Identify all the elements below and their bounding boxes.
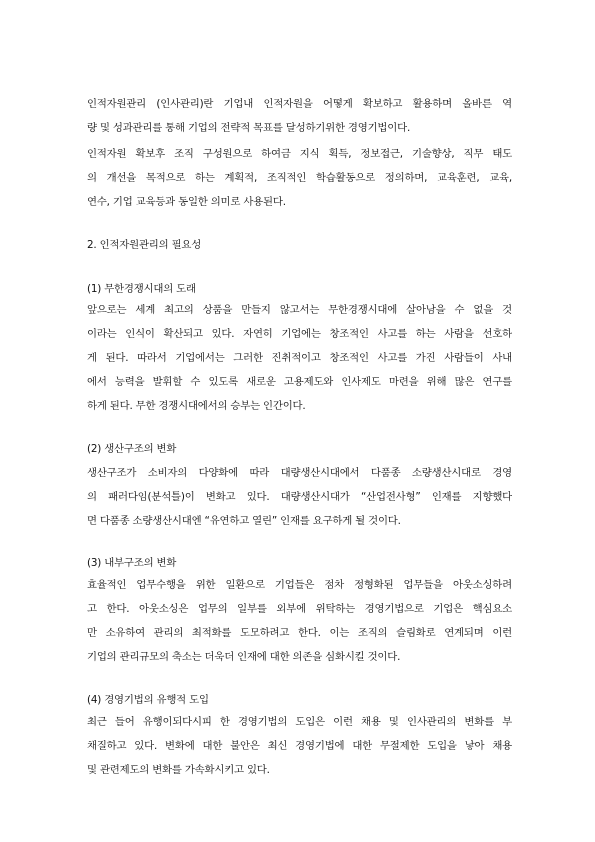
intro-paragraph-2-line: 연수, 기업 교육등과 동일한 의미로 사용된다. [87, 196, 286, 208]
subsection-1-line: 게 된다. 따라서 기업에서는 그러한 진취적이고 창조적인 사고를 가진 사람들이 사내 [87, 352, 512, 364]
subsection-1-line: 이라는 인식이 확산되고 있다. 자연히 기업에는 창조적인 사고를 하는 사람을 선호하 [87, 328, 512, 340]
subsection-3-heading: (3) 내부구조의 변화 [87, 557, 177, 569]
subsection-3-line: 만 소유하여 관리의 최적화를 도모하려고 한다. 이는 조직의 슬림화로 연계되며 이런 [87, 627, 512, 639]
intro-paragraph-1-line: 량 및 성과관리를 통해 기업의 전략적 목표를 달성하기위한 경영기법이다. [87, 122, 411, 134]
subsection-3-line: 고 한다. 아웃소싱은 업무의 일부를 외부에 위탁하는 경영기법으로 기업은 핵심요소 [87, 603, 512, 615]
subsection-4-line: 최근 들어 유행이되다시피 한 경영기법의 도입은 이런 채용 및 인사관리의 변화를 부 [87, 716, 512, 728]
subsection-4-heading: (4) 경영기법의 유행적 도입 [87, 694, 209, 706]
subsection-1-line: 에서 능력을 발휘할 수 있도록 새로운 고용제도와 인사제도 마련을 위해 많은 연구를 [87, 376, 512, 388]
subsection-4-line: 및 관련제도의 변화를 가속화시키고 있다. [87, 764, 270, 776]
subsection-1-line: 하게 된다. 무한 경쟁시대에서의 승부는 인간이다. [87, 400, 306, 412]
section-2-heading: 2. 인적자원관리의 필요성 [87, 239, 202, 251]
subsection-2-line: 의 패러다임(분석틀)이 변화고 있다. 대량생산시대가 “산업전사형” 인재를 지향했다 [87, 491, 512, 503]
intro-paragraph-1-line: 인적자원관리 (인사관리)란 기업내 인적자원을 어떻게 확보하고 활용하며 올바른 역 [87, 98, 512, 110]
subsection-1-line: 앞으로는 세계 최고의 상품을 만들지 않고서는 무한경쟁시대에 살아남을 수 없을 것 [87, 304, 512, 316]
subsection-2-heading: (2) 생산구조의 변화 [87, 443, 177, 455]
subsection-3-line: 효율적인 업무수행을 위한 일환으로 기업들은 점차 정형화된 업무들을 아웃소싱하려 [87, 579, 512, 591]
intro-paragraph-2-line: 의 개선을 목적으로 하는 계획적, 조직적인 학습활동으로 정의하며, 교육훈련, 교육, [87, 172, 512, 184]
subsection-2-line: 면 다품종 소량생산시대엔 “유연하고 열린” 인재를 요구하게 될 것이다. [87, 515, 401, 527]
subsection-3-line: 기업의 관리규모의 축소는 더욱더 인재에 대한 의존을 심화시킬 것이다. [87, 651, 401, 663]
intro-paragraph-2-line: 인적자원 확보후 조직 구성원으로 하여금 지식 획득, 정보접근, 기술향상, 직무 태도 [87, 148, 512, 160]
subsection-4-line: 채질하고 있다. 변화에 대한 불안은 최신 경영기법에 대한 무절제한 도입을 낳아 채용 [87, 740, 512, 752]
subsection-2-line: 생산구조가 소비자의 다양화에 따라 대량생산시대에서 다품종 소량생산시대로 경영 [87, 467, 512, 479]
subsection-1-heading: (1) 무한경쟁시대의 도래 [87, 283, 196, 295]
